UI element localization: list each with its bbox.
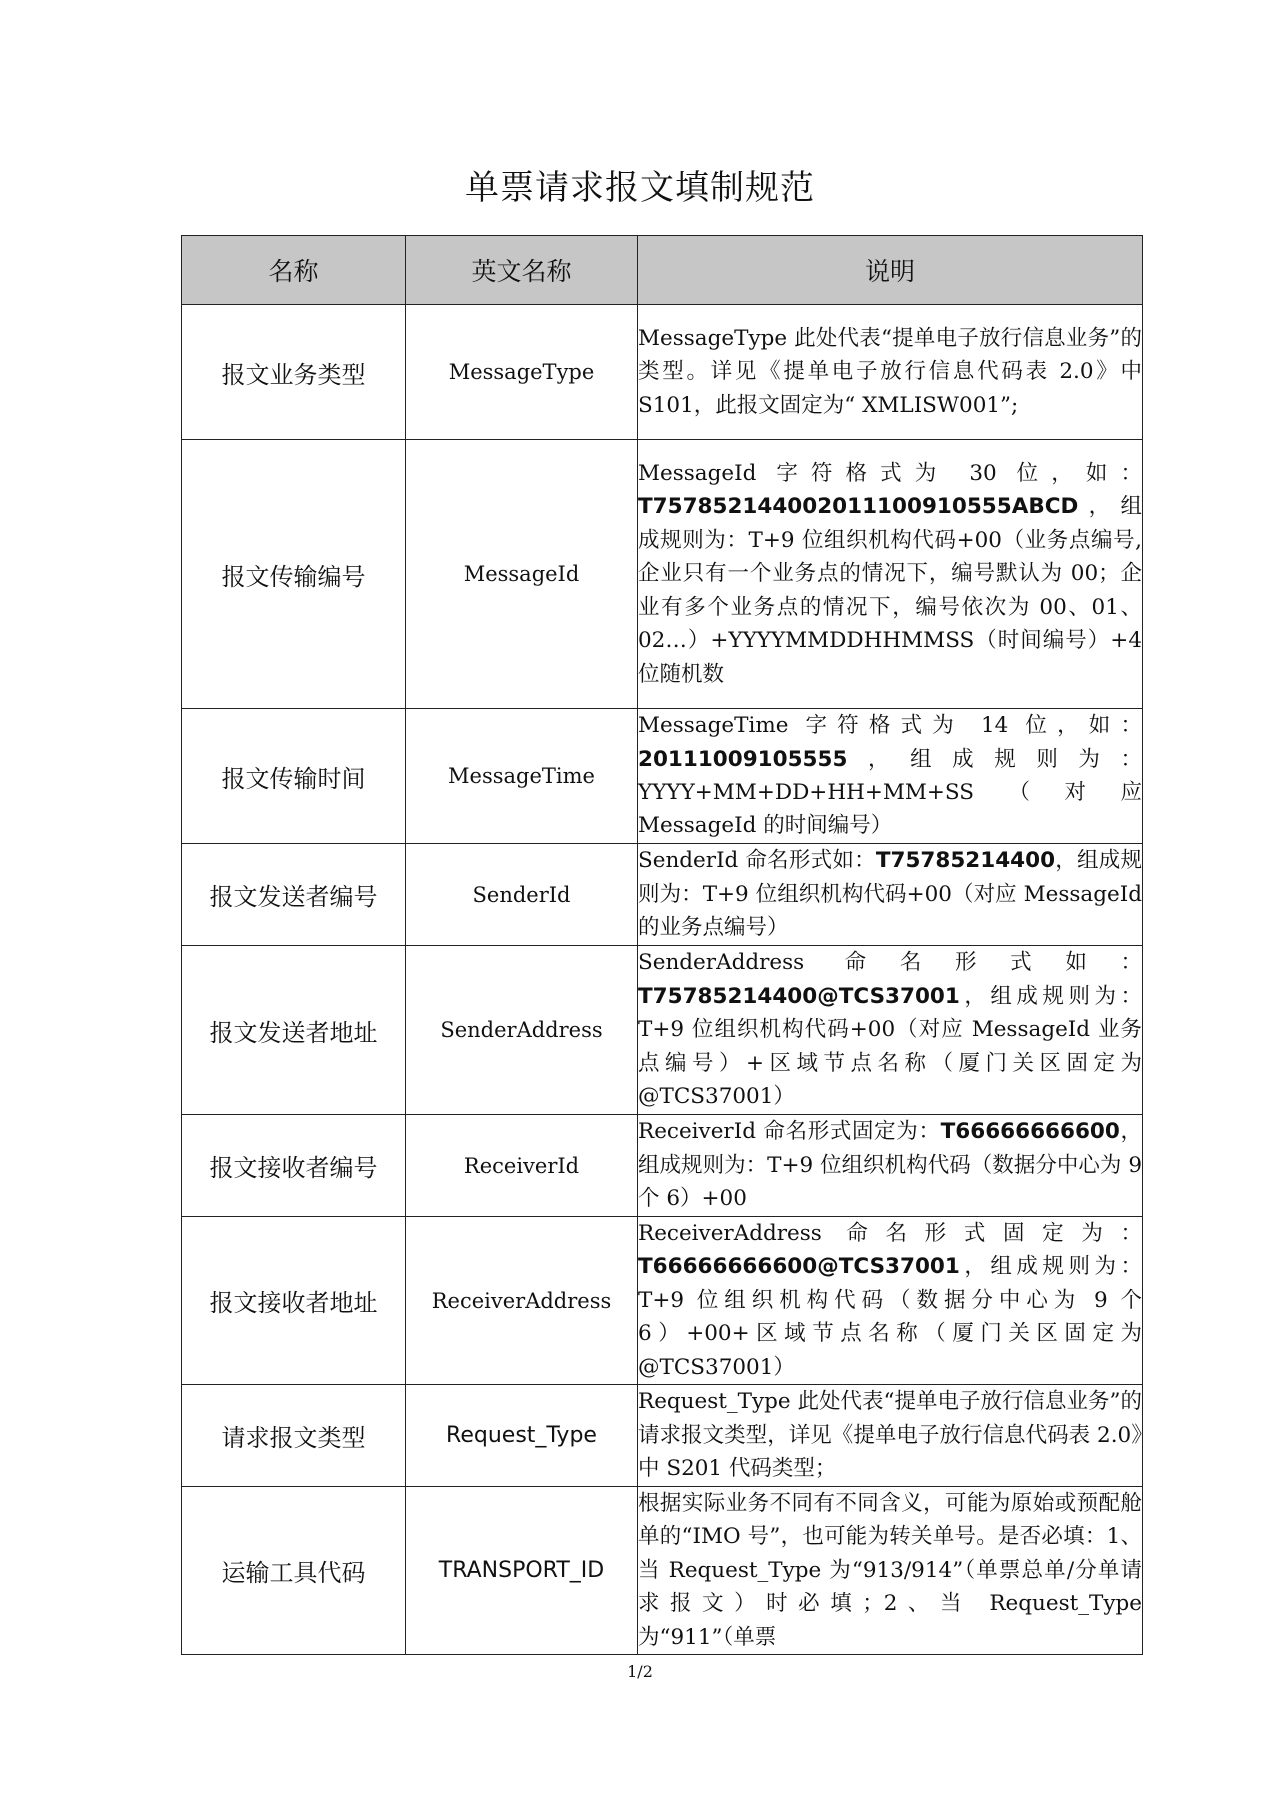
row-description: Request_Type 此处代表“提单电子放行信息业务”的请求报文类型，详见《提单电子放行信息代码表 2.0》中 S201 代码类型； [638, 1385, 1143, 1487]
row-description [638, 1217, 1143, 1385]
page-number: 1/2 [627, 1662, 653, 1681]
description-example: T66666666600@TCS37001 [638, 1254, 960, 1280]
row-description [638, 844, 1143, 946]
description-example: T75785214400 [875, 848, 1056, 874]
description-example: T66666666600 [940, 1119, 1120, 1145]
row-english-name: MessageType [406, 305, 638, 440]
row-description: 根据实际业务不同有不同含义，可能为原始或预配舱单的“IMO 号”，也可能为转关单号。是否必填：1、当 Request_Type 为“913/914”（单票总单/分单请求报文）时必填；2、当 Request_Type 为“911”（单票 [638, 1487, 1143, 1655]
row-english-name: MessageId [406, 440, 638, 709]
description-example: T757852144002011100910555ABCD [638, 494, 1079, 520]
row-description [638, 709, 1143, 844]
row-name: 报文传输编号 [182, 440, 406, 709]
description-text: MessageTime 字符格式为 14 位，如： [638, 713, 1142, 739]
row-english-name: Request_Type [406, 1385, 638, 1487]
table-row [182, 1487, 1143, 1655]
row-english-name: TRANSPORT_ID [406, 1487, 638, 1655]
table-row [182, 305, 1143, 440]
row-description [638, 946, 1143, 1115]
table-row [182, 440, 1143, 709]
row-english-name: MessageTime [406, 709, 638, 844]
row-description [638, 1115, 1143, 1217]
table-header-row [182, 236, 1143, 305]
row-name: 报文接收者地址 [182, 1217, 406, 1385]
description-text: ，组成规则为：T+9 位组织机构代码+00（对应 MessageId 业务点编号）+区域节点名称（厦门关区固定为@TCS37001） [638, 983, 1142, 1110]
row-description: MessageType 此处代表“提单电子放行信息业务”的类型。详见《提单电子放行信息代码表 2.0》中 S101，此报文固定为“ XMLISW001”; [638, 305, 1143, 440]
row-english-name: SenderId [406, 844, 638, 946]
table-row [182, 946, 1143, 1115]
row-description [638, 440, 1143, 709]
document-title: 单票请求报文填制规范 [465, 168, 815, 208]
description-text: ，组成规则为：T+9 位组织机构代码+00（业务点编号,企业只有一个业务点的情况下，编号默认为 00；企业有多个业务点的情况下，编号依次为 00、01、02…）+YYYYMMDDHHMMSS（时间编号）+4 位随机数 [638, 494, 1142, 687]
description-text: ，组成规则为：YYYY+MM+DD+HH+MM+SS（对应 MessageId 的时间编号） [638, 746, 1142, 839]
table-row [182, 1115, 1143, 1217]
description-text: ReceiverId 命名形式固定为： [638, 1119, 941, 1145]
row-name: 报文业务类型 [182, 305, 406, 440]
table-row [182, 1217, 1143, 1385]
description-text: MessageId 字符格式为 30 位，如： [638, 461, 1142, 487]
table-row [182, 709, 1143, 844]
description-example: T75785214400@TCS37001 [638, 983, 960, 1009]
description-text: ReceiverAddress 命名形式固定为： [638, 1221, 1142, 1246]
header-name: 名称 [182, 236, 406, 305]
description-text: SenderAddress 命名形式如： [638, 950, 1142, 976]
description-text: ，组成规则为：T+9 位组织机构代码（数据分中心为 9 个 6）+00+区域节点名称（厦门关区固定为@TCS37001） [638, 1254, 1142, 1380]
description-text: SenderId 命名形式如： [638, 848, 876, 874]
description-text: ，组成规则为：T+9 位组织机构代码（数据分中心为 9 个 6）+00 [638, 1119, 1142, 1212]
description-example: 20111009105555 [638, 746, 848, 772]
row-english-name: ReceiverAddress [406, 1217, 638, 1385]
row-name: 运输工具代码 [182, 1487, 406, 1655]
row-name: 报文接收者编号 [182, 1115, 406, 1217]
row-name: 请求报文类型 [182, 1385, 406, 1487]
row-name: 报文传输时间 [182, 709, 406, 844]
row-english-name: SenderAddress [406, 946, 638, 1115]
table-row [182, 844, 1143, 946]
table-row [182, 1385, 1143, 1487]
row-english-name: ReceiverId [406, 1115, 638, 1217]
spec-table [181, 235, 1143, 1655]
description-text: ，组成规则为：T+9 位组织机构代码+00（对应 MessageId 的业务点编号） [638, 848, 1142, 941]
row-name: 报文发送者编号 [182, 844, 406, 946]
row-name: 报文发送者地址 [182, 946, 406, 1115]
header-description: 说明 [638, 236, 1143, 305]
header-english-name: 英文名称 [406, 236, 638, 305]
